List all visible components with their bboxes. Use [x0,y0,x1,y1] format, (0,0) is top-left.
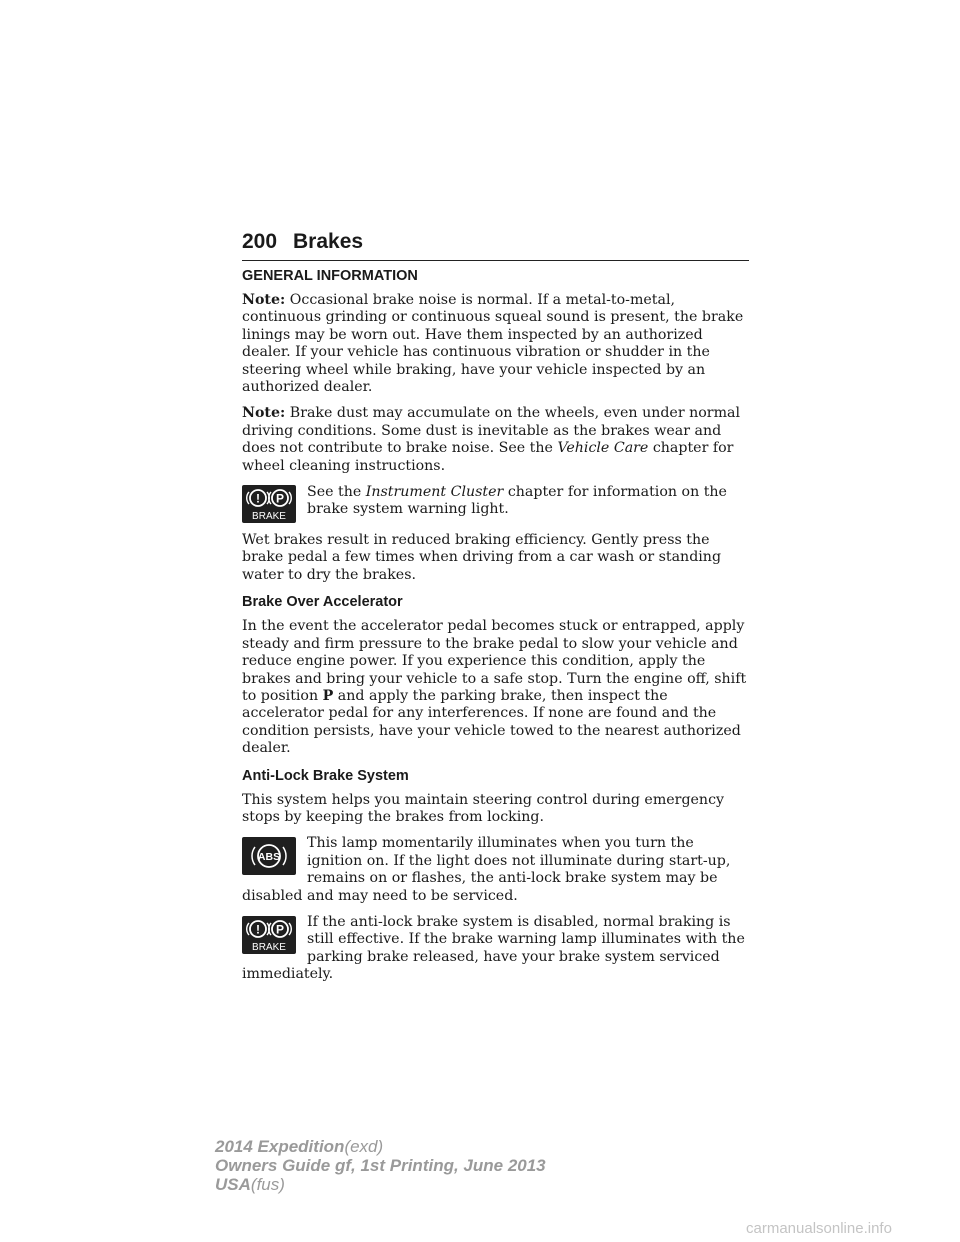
abs-disabled-paragraph: If the anti-lock brake system is disabled, normal braking is still effective. If the brake warning lamp illuminates with the parking brake released, have your brake system serviced immediately. [242,913,745,983]
page-number: 200 [242,230,278,253]
footer-region-code: (fus) [250,1175,285,1194]
note-text: chapter for wheel cleaning instructions. [242,440,734,474]
anti-lock-brake-system-heading: Anti-Lock Brake System [242,767,409,784]
brake-warning-icon [242,916,296,954]
boa-text-after: and apply the parking brake, then inspect the accelerator pedal for any interferences. If none are found and the condition persists, have your vehicle towed to the nearest authorized dealer. [242,687,741,757]
brake-icon-label: BRAKE [252,941,286,953]
brake-warning-icon [242,485,296,523]
page-header [242,230,749,261]
brake-icon-right-symbol: P [275,491,285,506]
brake-over-accelerator-heading: Brake Over Accelerator [242,594,403,611]
instrument-cluster-reference: Instrument Cluster [365,484,504,501]
boa-text-before: In the event the accelerator pedal becomes stuck or entrapped, apply steady and firm pressure to the brake pedal to slow your vehicle and reduce engine power. If you experience this condition, apply the brakes and bring your vehicle to a safe stop. Turn the engine off, shift to position [242,618,747,704]
page-content [242,268,752,993]
brake-icon-left-symbol: ! [256,922,260,937]
park-gear-label: P [322,687,334,704]
note-brake-noise [242,292,752,396]
footer-region-line [215,1175,546,1194]
brake-warning-light-reference [242,484,752,523]
footer-model-line [215,1137,546,1156]
abs-disabled-block [242,914,752,984]
note-label: Note: [242,405,286,422]
brake-icon-label: BRAKE [252,511,286,523]
abs-lamp-paragraph: This lamp momentarily illuminates when you turn the ignition on. If the light does not illuminate during start-up, remains on or flashes, the anti-lock brake system may be disabled and may need to be serviced. [242,835,731,904]
page-footer [215,1137,546,1194]
abs-icon-label: ABS [257,851,281,864]
cluster-reference-after: chapter for information on the brake system warning light. [307,484,727,518]
footer-model-code: (exd) [344,1137,384,1156]
abs-intro-paragraph: This system helps you maintain steering control during emergency stops by keeping the brakes from locking. [242,791,725,825]
note-text: Brake dust may accumulate on the wheels, even under normal driving conditions. Some dust is inevitable as the brakes wear and does not contribute to brake noise. See the [242,405,741,457]
brake-icon-left-symbol: ! [256,491,260,506]
general-information-heading: GENERAL INFORMATION [242,268,418,284]
cluster-reference-text [307,484,752,519]
abs-lamp-block [242,835,752,905]
note-brake-dust [242,405,752,475]
section-title: Brakes [293,230,364,253]
brake-icon-right-symbol: P [275,922,285,937]
note-text: Occasional brake noise is normal. If a metal-to-metal, continuous grinding or continuous squeal sound is present, the brake linings may be worn out. Have them inspected by an authorized dealer. If your vehicle has continuous vibration or shudder in the steering wheel while braking, have your vehicle inspected by an authorized dealer. [242,292,744,396]
footer-guide-line: Owners Guide gf, 1st Printing, June 2013 [215,1156,546,1175]
abs-warning-icon [242,837,296,875]
note-label: Note: [242,292,286,308]
wet-brakes-paragraph: Wet brakes result in reduced braking efficiency. Gently press the brake pedal a few times when driving from a car wash or standing water to dry the brakes. [242,532,722,583]
cluster-reference-before: See the [307,484,366,501]
footer-region: USA [215,1175,251,1194]
footer-model: 2014 Expedition [215,1137,345,1156]
vehicle-care-reference: Vehicle Care [557,440,649,457]
watermark: carmanualsonline.info [746,1220,892,1237]
brake-over-accelerator-paragraph [242,618,752,757]
